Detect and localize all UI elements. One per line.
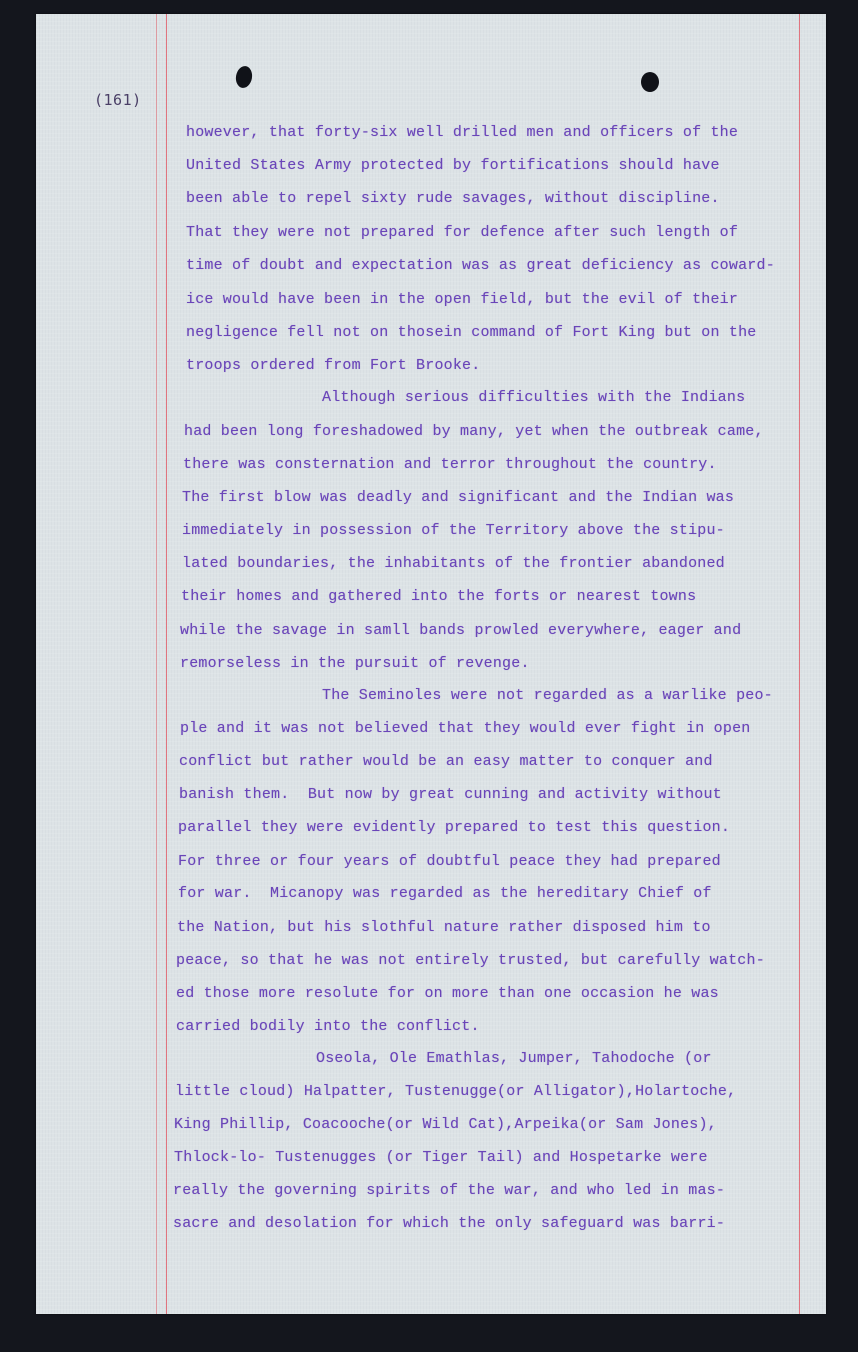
text-line: The Seminoles were not regarded as a warlike peo-	[322, 687, 773, 704]
text-line: for war. Micanopy was regarded as the hereditary Chief of	[178, 885, 712, 902]
text-line: troops ordered from Fort Brooke.	[186, 357, 481, 374]
text-line: sacre and desolation for which the only safeguard was barri-	[173, 1215, 726, 1232]
text-line: really the governing spirits of the war, and who led in mas-	[173, 1182, 726, 1199]
text-line: their homes and gathered into the forts or nearest towns	[181, 588, 697, 605]
text-line: For three or four years of doubtful peace they had prepared	[178, 853, 721, 870]
text-line: Thlock-lo- Tustenugges (or Tiger Tail) and Hospetarke were	[174, 1149, 708, 1166]
text-line: United States Army protected by fortifications should have	[186, 157, 720, 174]
text-line: That they were not prepared for defence after such length of	[186, 224, 739, 241]
text-line: ice would have been in the open field, but the evil of their	[186, 291, 739, 308]
text-line: carried bodily into the conflict.	[176, 1018, 480, 1035]
page-number: (161)	[94, 91, 142, 109]
text-line: Oseola, Ole Emathlas, Jumper, Tahodoche (or	[316, 1050, 712, 1067]
text-line: negligence fell not on thosein command of Fort King but on the	[186, 324, 757, 341]
text-line: remorseless in the pursuit of revenge.	[180, 655, 530, 672]
text-line: Although serious difficulties with the Indians	[322, 389, 746, 406]
text-line: The first blow was deadly and significant and the Indian was	[182, 489, 735, 506]
text-line: little cloud) Halpatter, Tustenugge(or Alligator),Holartoche,	[175, 1083, 737, 1100]
text-line: the Nation, but his slothful nature rather disposed him to	[177, 919, 711, 936]
text-line: time of doubt and expectation was as great deficiency as coward-	[186, 257, 775, 274]
text-line: conflict but rather would be an easy matter to conquer and	[179, 753, 713, 770]
text-line: ple and it was not believed that they would ever fight in open	[180, 720, 751, 737]
text-line: King Phillip, Coacooche(or Wild Cat),Arpeika(or Sam Jones),	[174, 1116, 717, 1133]
text-line: while the savage in samll bands prowled everywhere, eager and	[180, 622, 742, 639]
page-body	[36, 14, 826, 1314]
text-line: been able to repel sixty rude savages, without discipline.	[186, 190, 720, 207]
text-line: however, that forty-six well drilled men and officers of the	[186, 124, 739, 141]
text-line: immediately in possession of the Territory above the stipu-	[182, 522, 725, 539]
text-line: there was consternation and terror throughout the country.	[183, 456, 717, 473]
text-line: had been long foreshadowed by many, yet when the outbreak came,	[184, 423, 764, 440]
typewritten-page	[36, 14, 826, 1314]
text-line: parallel they were evidently prepared to test this question.	[178, 819, 731, 836]
text-line: ed those more resolute for on more than one occasion he was	[176, 985, 719, 1002]
text-line: banish them. But now by great cunning and activity without	[179, 786, 722, 803]
text-line: peace, so that he was not entirely trusted, but carefully watch-	[176, 952, 765, 969]
text-line: lated boundaries, the inhabitants of the frontier abandoned	[182, 555, 725, 572]
